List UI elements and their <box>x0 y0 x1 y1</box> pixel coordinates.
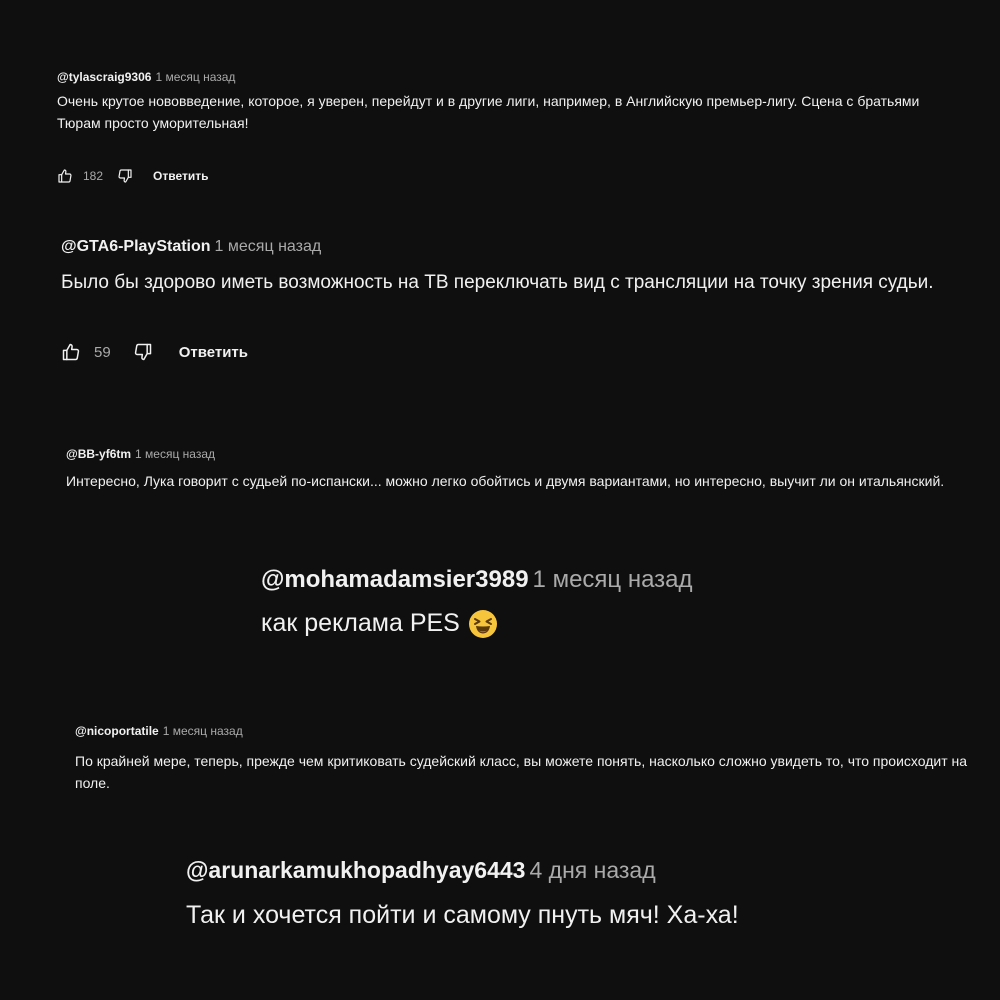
reply-button[interactable]: Ответить <box>178 343 249 361</box>
comment-author[interactable]: @nicoportatile <box>75 724 159 738</box>
comment <box>66 447 946 492</box>
comment-author[interactable]: @tylascraig9306 <box>57 70 152 84</box>
comment <box>186 857 976 932</box>
comment <box>261 566 961 640</box>
thumbs-up-icon[interactable] <box>61 342 81 362</box>
comment-header <box>66 447 946 461</box>
comment-time[interactable]: 4 дня назад <box>529 857 656 883</box>
comment-author[interactable]: @arunarkamukhopadhyay6443 <box>186 857 526 883</box>
comment-text-row <box>261 606 961 640</box>
comment-author[interactable]: @GTA6-PlayStation <box>61 238 211 255</box>
comment-text: По крайней мере, теперь, прежде чем критиковать судейский класс, вы можете понять, насколько сложно увидеть то, что происходит на поле. <box>75 753 968 791</box>
comment-actions <box>57 168 957 184</box>
comment-time[interactable]: 1 месяц назад <box>155 70 236 84</box>
like-count: 59 <box>94 343 111 361</box>
comment-text: Очень крутое нововведение, которое, я уверен, перейдут и в другие лиги, например, в Английскую премьер-лигу. Сцена с братьями Тюрам просто уморительная! <box>57 93 920 131</box>
comment-text: Интересно, Лука говорит с судьей по-испански... можно легко обойтись и двумя вариантами, но интересно, выучит ли он итальянский. <box>66 473 945 489</box>
comment-time[interactable]: 1 месяц назад <box>532 566 693 593</box>
thumbs-down-icon[interactable] <box>133 342 153 362</box>
comment-header <box>261 566 961 594</box>
comment <box>61 238 981 362</box>
laughing-face-emoji <box>468 609 498 639</box>
comment-author[interactable]: @BB-yf6tm <box>66 447 132 461</box>
like-count: 182 <box>83 169 104 183</box>
comment-time[interactable]: 1 месяц назад <box>135 447 216 461</box>
comment-text: Так и хочется пойти и самому пнуть мяч! Ха-ха! <box>186 901 739 929</box>
thumbs-down-icon[interactable] <box>117 168 133 184</box>
comment-header <box>61 238 981 256</box>
thumbs-up-icon[interactable] <box>57 168 73 184</box>
comment-time[interactable]: 1 месяц назад <box>214 238 322 255</box>
comment <box>75 724 980 794</box>
comment-time[interactable]: 1 месяц назад <box>162 724 243 738</box>
comment-header <box>186 857 976 884</box>
comment-header <box>75 724 980 738</box>
comment-header <box>57 70 957 84</box>
comment-text: как реклама PES <box>261 609 460 637</box>
comment <box>57 70 957 184</box>
reply-button[interactable]: Ответить <box>153 169 209 183</box>
comment-author[interactable]: @mohamadamsier3989 <box>261 566 529 593</box>
comment-text: Было бы здорово иметь возможность на ТВ переключать вид с трансляции на точку зрения судьи. <box>61 272 934 293</box>
comment-actions <box>61 342 981 362</box>
